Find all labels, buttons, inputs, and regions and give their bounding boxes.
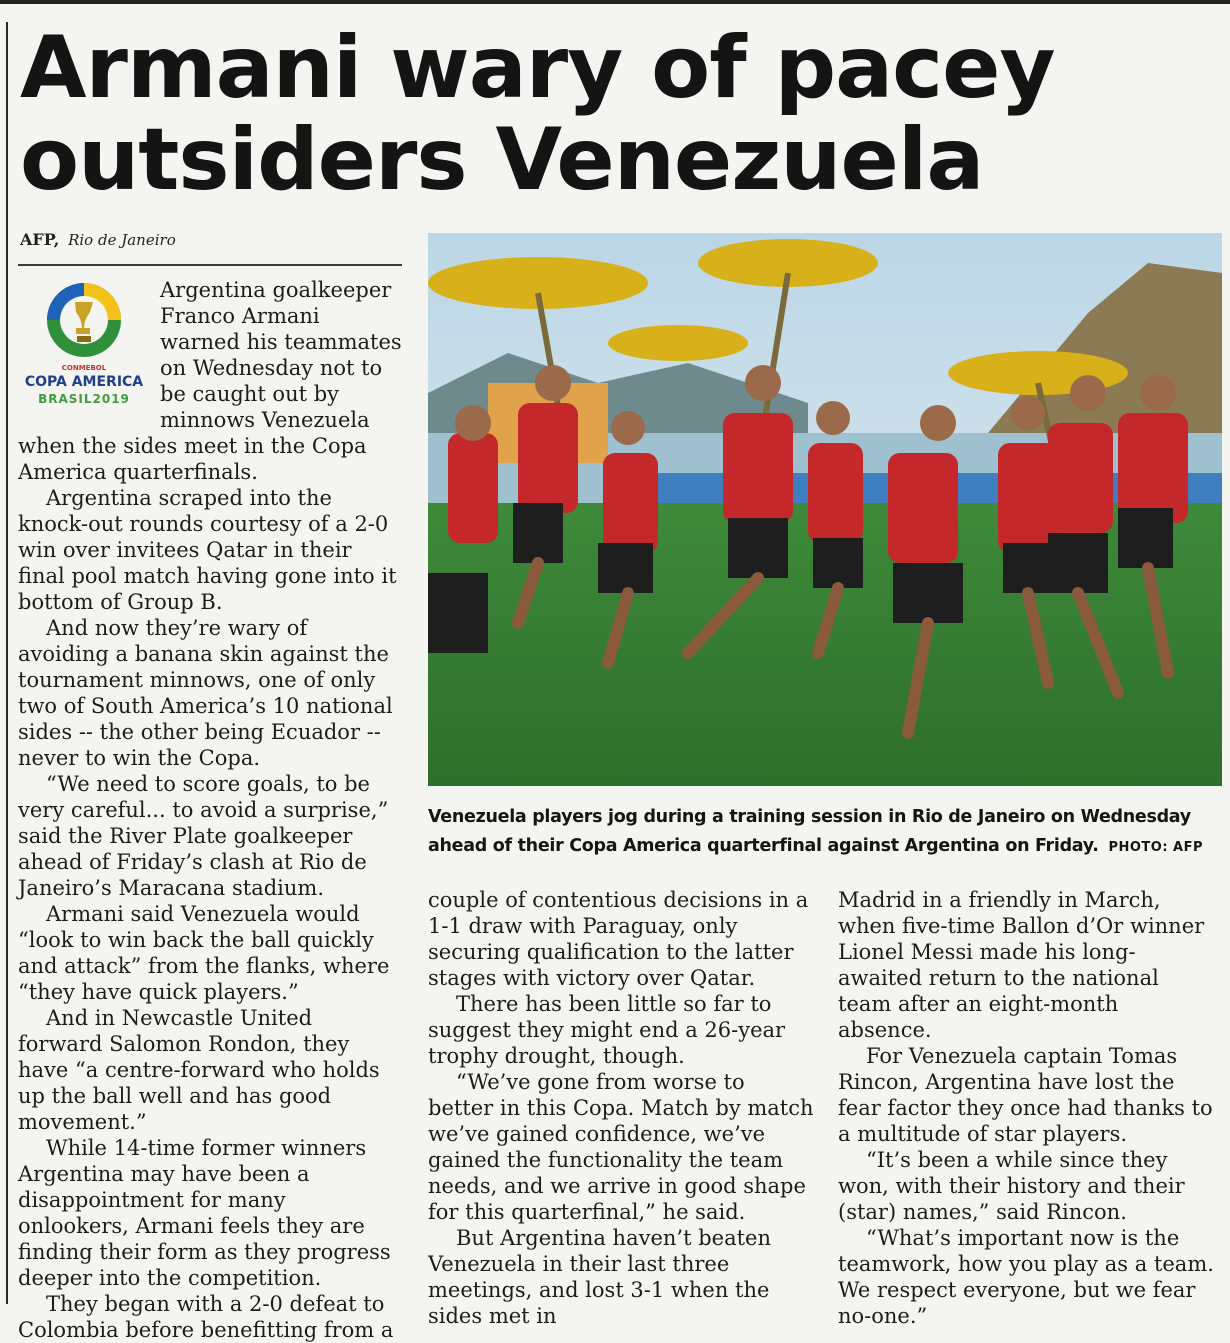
caption-text: Venezuela players jog during a training session in Rio de Janeiro on Wednesday ahead of their Copa America quarterfinal against Argentina on Friday. bbox=[428, 807, 1191, 856]
paragraph: While 14-time former winners Argentina may have been a disappointment for many onlookers, Armani feels they are finding their form as they progress deeper into the competition. bbox=[18, 1136, 391, 1290]
paragraph: Armani said Venezuela would “look to win back the ball quickly and attack” from the flanks, where “they have quick players.” bbox=[18, 902, 390, 1004]
top-rule bbox=[0, 0, 1230, 4]
paragraph: But Argentina haven’t beaten Venezuela in their last three meetings, and lost 3-1 when the sides met in bbox=[428, 1226, 771, 1328]
byline-rule bbox=[18, 264, 402, 266]
article-column-1 bbox=[18, 277, 403, 1342]
byline bbox=[20, 230, 176, 249]
logo-edition: BRASIL2019 bbox=[38, 392, 130, 406]
training-photo bbox=[428, 233, 1222, 786]
logo-spacer bbox=[18, 277, 160, 411]
paragraph: Madrid in a friendly in March, when five-time Ballon d’Or winner Lionel Messi made his long-awaited return to the national team after an eight-month absence. bbox=[838, 888, 1205, 1042]
paragraph: Argentina scraped into the knock-out rounds courtesy of a 2-0 win over invitees Qatar in their final pool match having gone into it bottom of Group B. bbox=[18, 486, 397, 614]
article-column-2 bbox=[428, 887, 814, 1328]
photo-caption bbox=[428, 803, 1222, 862]
byline-agency: AFP, bbox=[20, 230, 60, 249]
byline-location: Rio de Janeiro bbox=[68, 231, 176, 249]
headline: Armani wary of pacey outsiders Venezuela bbox=[20, 18, 1055, 210]
paragraph: There has been little so far to suggest they might end a 26-year trophy drought, though. bbox=[428, 992, 786, 1068]
paragraph: For Venezuela captain Tomas Rincon, Argentina have lost the fear factor they once had thanks to a multitude of star players. bbox=[838, 1044, 1213, 1146]
logo-conmebol: CONMEBOL bbox=[61, 364, 107, 372]
paragraph: “We need to score goals, to be very careful... to avoid a surprise,” said the River Plate goalkeeper ahead of Friday’s clash at Rio de Janeiro’s Maracana stadium. bbox=[18, 772, 389, 900]
photo-credit: PHOTO: AFP bbox=[1108, 840, 1204, 855]
paragraph: They began with a 2-0 defeat to Colombia before benefitting from a bbox=[18, 1292, 394, 1342]
left-rule bbox=[6, 22, 8, 1304]
paragraph: And in Newcastle United forward Salomon Rondon, they have “a centre-forward who holds up the ball well and has good movement.” bbox=[18, 1006, 380, 1134]
paragraph: “It’s been a while since they won, with their history and their (star) names,” said Rincon. bbox=[838, 1148, 1185, 1224]
paragraph: And now they’re wary of avoiding a banana skin against the tournament minnows, one of only two of South America’s 10 national sides -- the other being Ecuador -- never to win the Copa. bbox=[18, 616, 393, 770]
article-column-3 bbox=[838, 887, 1218, 1328]
paragraph: “What’s important now is the teamwork, how you play as a team. We respect everyone, but we fear no-one.” bbox=[838, 1226, 1214, 1328]
paragraph: “We’ve gone from worse to better in this Copa. Match by match we’ve gained confidence, we’ve gained the functionality the team needs, and we arrive in good shape for this quarterfinal,” he said. bbox=[428, 1070, 814, 1224]
logo-title: COPA AMERICA bbox=[24, 374, 144, 390]
paragraph: couple of contentious decisions in a 1-1 draw with Paraguay, only securing qualification to the latter stages with victory over Qatar. bbox=[428, 888, 809, 990]
paragraph: Argentina goalkeeper Franco Armani warned his teammates on Wednesday not to be caught out by minnows Venezuela when the sides meet in the Copa America quarterfinals. bbox=[18, 278, 402, 484]
